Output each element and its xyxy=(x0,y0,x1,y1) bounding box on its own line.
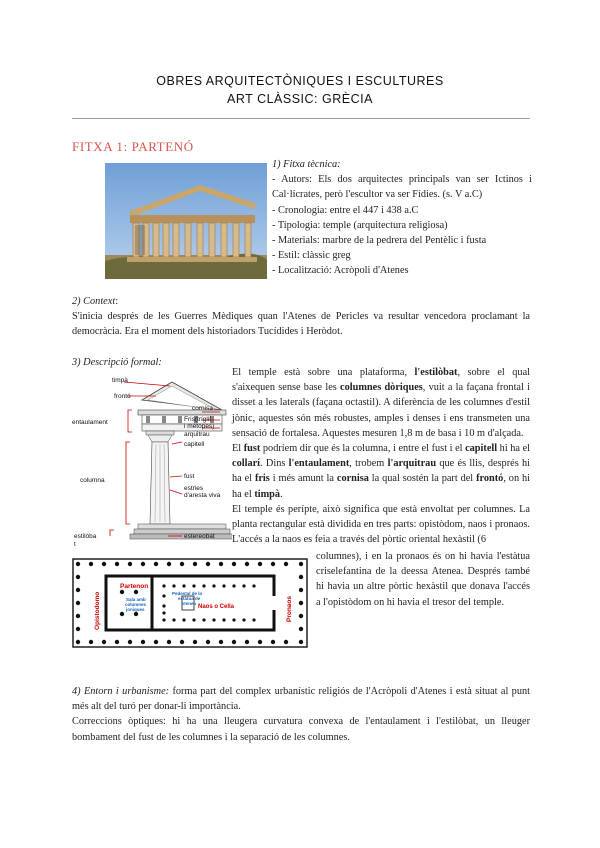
term-entaulament: l'entaulament xyxy=(288,458,350,470)
tech-item: - Tipologia: temple (arquitectura religiosa) xyxy=(272,219,448,231)
text-run: . xyxy=(280,488,283,500)
formal-paragraph-1 xyxy=(232,365,530,441)
header-divider xyxy=(72,118,530,119)
formal-heading: 3) Descripció formal: xyxy=(72,357,162,368)
label-estries: estries xyxy=(184,485,204,492)
text-run: que és llis, després hi ha el xyxy=(232,458,530,485)
label-arquitrau: arquitrau xyxy=(184,431,210,438)
text-run: , sobre el qual s'aixequen sense base les xyxy=(232,367,530,394)
entorn-section xyxy=(72,684,530,745)
label-cornisa: cornisa xyxy=(192,405,213,412)
term-fris: fris xyxy=(254,473,270,485)
label-fronto: frontó xyxy=(114,393,131,400)
plan-label-opistodom: Opistodomo xyxy=(94,591,101,630)
term-timpa: timpà xyxy=(254,488,281,500)
tech-item: - Localització: Acròpoli d'Atenes xyxy=(272,265,409,277)
label-estilobat: estilòba xyxy=(74,533,97,540)
formal-paragraph-3-cont: columnes), i en la pronaos és on hi havia l'estàtua criselefantina de la deessa Atenea. Després també hi havia un altre pòrtic hexàstil que donava l'accés a l'opistòdom on hi havia el tresor del temple. xyxy=(316,551,530,608)
tech-item: - Cronologia: entre el 447 i 438 a.C xyxy=(272,204,419,216)
context-heading: 2) Context xyxy=(72,296,116,307)
doric-order-diagram xyxy=(72,372,232,550)
text-run: . Dins xyxy=(260,458,289,470)
term-cornisa: cornisa xyxy=(336,473,369,485)
text-run: hi ha el xyxy=(497,443,530,455)
label-estereobat: estereobat xyxy=(184,533,215,540)
parthenon-photo xyxy=(105,163,267,279)
entorn-text: forma part del complex urbanístic religiós de l'Acròpoli d'Atenes i està situat al punt més alt del turó per donar-li importància. xyxy=(72,686,530,713)
term-fust: fust xyxy=(243,443,261,455)
plan-label-partenon: Partenon xyxy=(120,583,149,590)
label-timpa: timpà xyxy=(112,377,128,384)
term-arquitrau: l'arquitrau xyxy=(387,458,437,470)
fitxa-title: FITXA 1: PARTENÓ xyxy=(72,139,194,154)
text-run: podríem dir que és la columna, i entre el fust i el xyxy=(260,443,466,455)
label-entaulament: entaulament xyxy=(72,419,108,426)
tech-sheet xyxy=(272,157,532,279)
plan-label-sala1: Sala amb xyxy=(126,597,146,602)
plan-label-pronaos: Pronaos xyxy=(286,595,293,622)
tech-item: - Estil: clàssic greg xyxy=(272,250,351,262)
page-title: OBRES ARQUITECTÒNIQUES I ESCULTURES xyxy=(156,74,444,88)
text-run: la qual sostén la part del xyxy=(368,473,477,485)
page-subtitle: ART CLÀSSIC: GRÈCIA xyxy=(227,92,373,106)
plan-label-pedestal1: Pedestal de la xyxy=(172,591,203,596)
term-capitell: capitell xyxy=(465,443,498,455)
label-capitell: capitell xyxy=(184,441,205,448)
term-collari: collarí xyxy=(232,458,261,470)
text-run: , trobem xyxy=(349,458,388,470)
plan-label-pedestal3: Atenea xyxy=(181,601,197,606)
formal-paragraph-2 xyxy=(232,441,530,502)
plan-label-sala3: joniques xyxy=(126,607,145,612)
label-metopes: i mètopes) xyxy=(184,423,215,430)
context-text: S'inicia després de les Guerres Mèdiques quan l'Atenes de Pericles va resultar vencedora proclamant la democràcia. Era el moment dels historiadors Tucídides i Heròdot. xyxy=(72,311,530,338)
plan-label-pedestal2: estàtua de xyxy=(178,596,201,601)
text-run: i més amunt la xyxy=(269,473,337,485)
plan-label-naos: Naos o Cella xyxy=(198,604,235,610)
tech-item: - Materials: marbre de la pedrera del Pentèlic i fusta xyxy=(272,235,487,247)
tech-heading: 1) Fitxa tècnica: xyxy=(272,159,341,170)
plan-label-sala2: columnes xyxy=(125,602,147,607)
entorn-heading: 4) Entorn i urbanisme: xyxy=(72,686,170,697)
text-run: El xyxy=(232,443,244,455)
parthenon-floor-plan xyxy=(72,558,308,648)
label-fris: Fris(tríglif xyxy=(184,416,212,423)
text-run: , on hi ha el xyxy=(232,473,530,500)
tech-item: Cal·lícrates, però l'escultor va ser Fídies. (s. V a.C) xyxy=(272,189,483,201)
formal-paragraph-3: El temple és perípte, això significa que està envoltat per columnes. La planta rectangular està dividida en tres parts: opistòdom, naos i pronaos. L'accés a la naos es feia a través del pòrtic oriental hexàstil (6 xyxy=(232,503,530,546)
label-fust: fust xyxy=(184,473,195,480)
label-columna: columna xyxy=(80,477,105,484)
term-estilobat: l'estilòbat xyxy=(414,367,458,378)
tech-item: - Autors: Els dos arquitectes principals van ser Ictinos i xyxy=(272,174,532,186)
label-aresta: d'aresta viva xyxy=(184,492,221,499)
text-run: , vuit a la façana frontal i disset a les laterals (façana octastil). A diferència de les columnes d'estil jònic, aquestes són més robustes, amples i denses i ens transmeten una sensació de fortalesa. Aquestes mesuren 1,8 m de basa i 10 m d'alçada. xyxy=(232,382,530,439)
label-estilobat-t: t xyxy=(74,541,76,548)
term-columnes-doriques: columnes dòriques xyxy=(340,382,423,394)
corrections-text: Correccions òptiques: hi ha una lleugera curvatura convexa de l'entaulament i l'estilòbat, un lleuger bombament del fust de les columnes i la separació de les columnes. xyxy=(72,716,530,743)
context-section xyxy=(72,294,530,340)
term-fronto: frontó xyxy=(476,473,504,485)
formal-text xyxy=(232,365,530,547)
context-colon: : xyxy=(115,296,119,307)
text-run: El temple està sobre una plataforma, xyxy=(232,367,415,378)
